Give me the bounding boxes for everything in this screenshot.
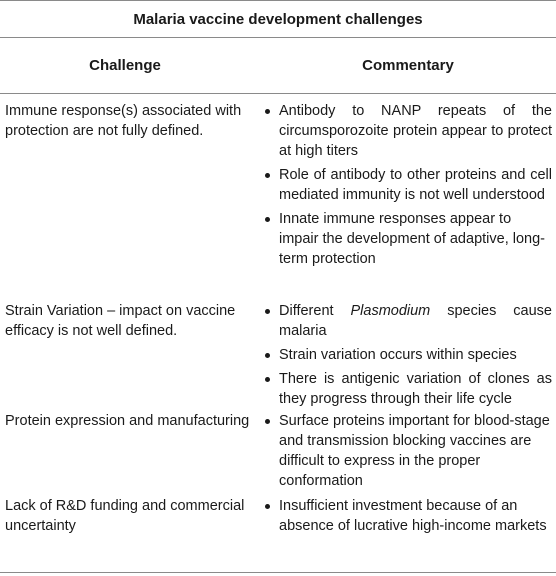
table-bottom-rule <box>0 572 556 573</box>
challenge-cell: Protein expression and manufacturing <box>5 413 250 429</box>
commentary-cell <box>262 411 552 495</box>
table-row <box>0 496 556 566</box>
table-title: Malaria vaccine development challenges <box>0 0 556 38</box>
list-item <box>262 301 552 341</box>
commentary-cell <box>262 301 552 413</box>
table-row <box>0 101 556 301</box>
list-item: Surface proteins important for blood-stage and transmission blocking vaccines are difficult to express in the proper conformation <box>262 411 552 491</box>
table-header-row <box>0 38 556 94</box>
list-item: Antibody to NANP repeats of the circumsporozoite protein appear to protect at high titers <box>262 101 552 161</box>
list-item: Role of antibody to other proteins and cell mediated immunity is not well understood <box>262 165 552 205</box>
species-name: Plasmodium <box>350 303 431 319</box>
table-row <box>0 301 556 411</box>
challenge-cell: Strain Variation – impact on vaccine efficacy is not well defined. <box>5 303 236 339</box>
list-item: There is antigenic variation of clones as they progress through their life cycle <box>262 369 552 409</box>
commentary-cell <box>262 496 552 540</box>
challenge-cell: Lack of R&D funding and commercial uncertainty <box>5 498 245 534</box>
challenge-cell: Immune response(s) associated with protection are not fully defined. <box>5 103 242 139</box>
header-challenge: Challenge <box>89 57 161 74</box>
bullet-rest: species cause malaria <box>279 303 552 339</box>
header-commentary: Commentary <box>362 57 454 74</box>
table-row <box>0 411 556 496</box>
list-item: Strain variation occurs within species <box>262 345 552 365</box>
bullet-prefix: Different <box>279 303 334 319</box>
list-item: Insufficient investment because of an absence of lucrative high-income markets <box>262 496 552 536</box>
commentary-cell <box>262 101 552 273</box>
list-item: Innate immune responses appear to impair the development of adaptive, long-term protection <box>262 209 552 269</box>
